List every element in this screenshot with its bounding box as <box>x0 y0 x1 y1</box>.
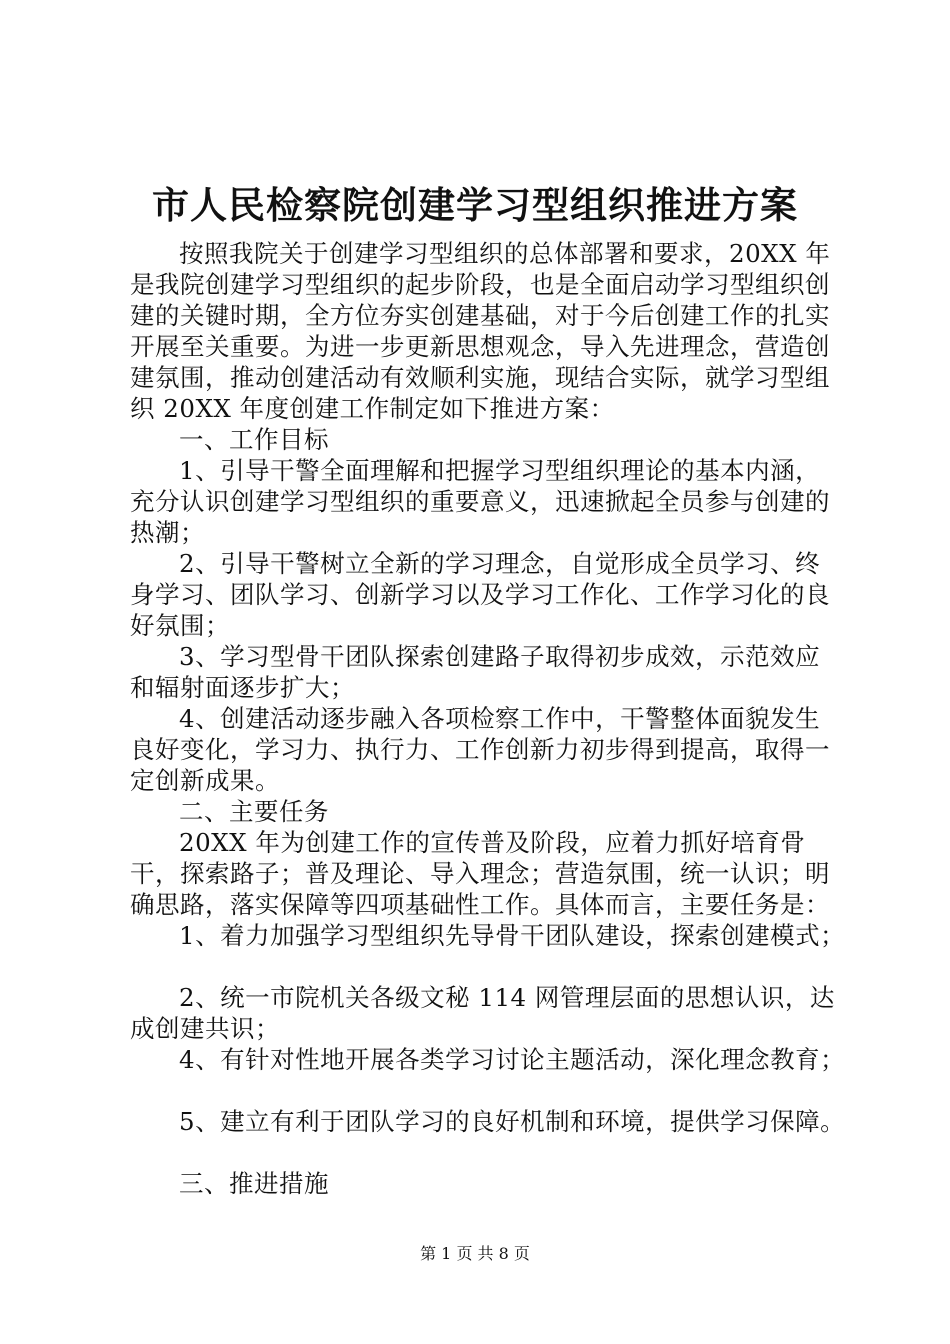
document-title: 市人民检察院创建学习型组织推进方案 <box>152 183 798 227</box>
heading-main-tasks: 二、主要任务 <box>179 797 329 826</box>
paragraph-intro: 按照我院关于创建学习型组织的总体部署和要求，20XX 年是我院创建学习型组织的起步阶段，也是全面启动学习型组织创建的关键时期，全方位夯实创建基础，对于今后创建工作的扎实开展至关重要。为进一步更新思想观念，导入先进理念，营造创建氛围，推动创建活动有效顺利实施，现结合实际，就学习型组织 20XX 年度创建工作制定如下推进方案： <box>130 239 831 423</box>
document-body <box>130 238 846 1199</box>
paragraph-goal-3: 3、学习型骨干团队探索创建路子取得初步成效，示范效应和辐射面逐步扩大； <box>130 642 821 702</box>
heading-measures: 三、推进措施 <box>179 1169 329 1198</box>
paragraph-goal-1: 1、引导干警全面理解和把握学习型组织理论的基本内涵，充分认识创建学习型组织的重要意义，迅速掀起全员参与创建的热潮； <box>130 456 830 547</box>
paragraph-tasks-intro: 20XX 年为创建工作的宣传普及阶段，应着力抓好培育骨干，探索路子；普及理论、导入理念；营造氛围，统一认识；明确思路，落实保障等四项基础性工作。具体而言，主要任务是： <box>130 828 830 919</box>
paragraph-task-1: 1、着力加强学习型组织先导骨干团队建设，探索创建模式； <box>179 921 846 950</box>
page-footer: 第 1 页 共 8 页 <box>420 1244 530 1263</box>
paragraph-goal-4: 4、创建活动逐步融入各项检察工作中，干警整体面貌发生良好变化，学习力、执行力、工作创新力初步得到提高，取得一定创新成果。 <box>130 704 830 795</box>
paragraph-task-2: 2、统一市院机关各级文秘 114 网管理层面的思想认识，达成创建共识； <box>130 983 835 1043</box>
heading-work-goals: 一、工作目标 <box>179 425 329 454</box>
paragraph-task-4: 4、有针对性地开展各类学习讨论主题活动，深化理念教育； <box>179 1045 846 1074</box>
paragraph-goal-2: 2、引导干警树立全新的学习理念，自觉形成全员学习、终身学习、团队学习、创新学习以及学习工作化、工作学习化的良好氛围； <box>130 549 830 640</box>
paragraph-task-5: 5、建立有利于团队学习的良好机制和环境，提供学习保障。 <box>179 1107 846 1136</box>
